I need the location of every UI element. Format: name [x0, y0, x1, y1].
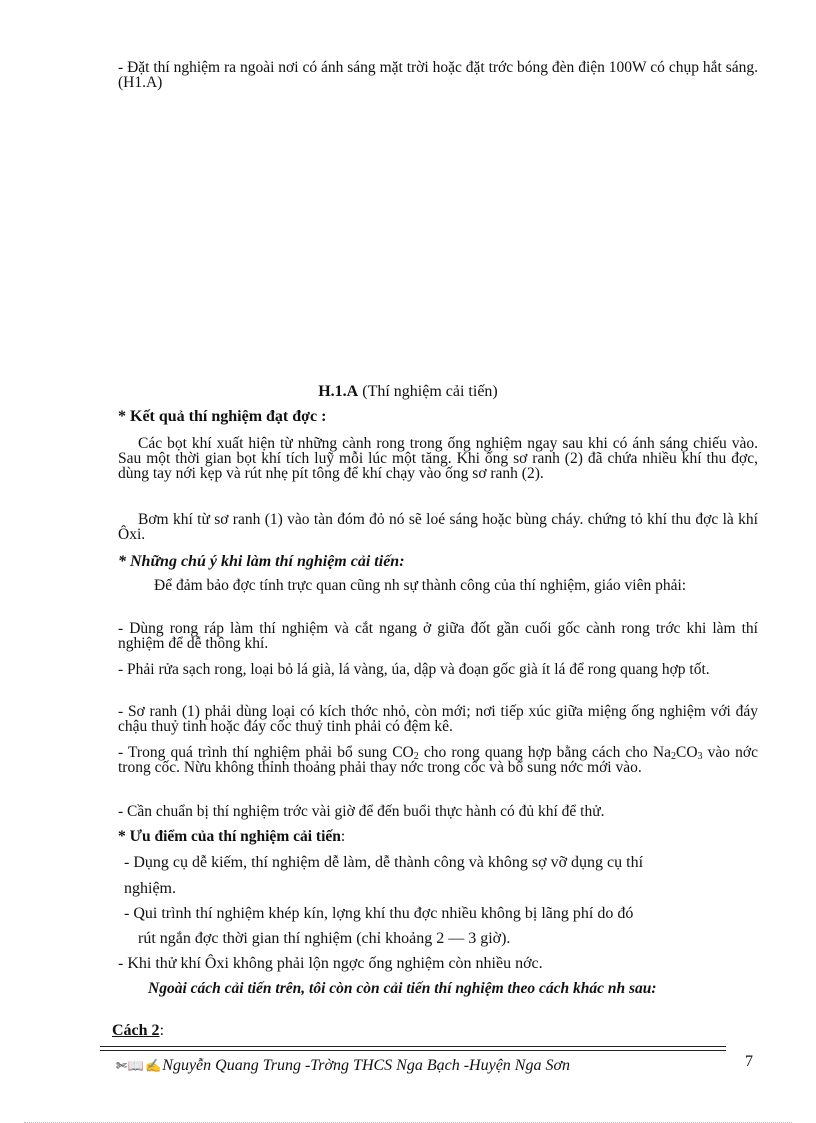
figure-label: H.1.A: [318, 383, 359, 400]
results-heading: * Kết quả thí nghiệm đạt đợc :: [118, 408, 327, 425]
intro-paragraph: - Đặt thí nghiệm ra ngoài nơi có ánh sáng mặt trời hoặc đặt trớc bóng đèn điện 100W có chụp hắt sáng. (H1.A): [118, 59, 758, 91]
notes-heading: [118, 553, 405, 571]
method-2-label-colon: :: [159, 1022, 165, 1039]
notes-item-2: - Phải rửa sạch rong, loại bỏ lá già, lá vàng, úa, dập và đoạn gốc già ít lá để rong quang hợp tốt.: [118, 661, 710, 678]
co3-subscript: 3: [697, 751, 703, 762]
co2-subscript: 2: [413, 751, 419, 762]
footer-divider-double: [100, 1050, 726, 1051]
footer-decoration-icons: ✄📖✍: [116, 1058, 163, 1073]
notes-paragraph-1: Để đảm bảo đợc tính trực quan cũng nh sự thành công của thí nghiệm, giáo viên phải:: [154, 577, 687, 594]
notes-item-4-part-c: CO: [676, 744, 698, 761]
advantages-line-1: - Dụng cụ dễ kiếm, thí nghiệm dễ làm, dễ thành công và không sợ vỡ dụng cụ thí: [124, 854, 644, 871]
footer-author: Nguyễn Quang Trung -Trờng THCS Nga Bạch -Huyện Nga Sơn: [162, 1057, 571, 1074]
footer: [116, 1057, 570, 1075]
advantages-heading-text: * Ưu điểm của thí nghiệm cải tiến: [118, 828, 341, 845]
method-2-label-text: Cách 2: [112, 1022, 160, 1039]
notes-heading-text: * Những chú ý khi làm thí nghiệm cải tiến:: [118, 553, 405, 570]
na2-subscript: 2: [671, 751, 676, 762]
notes-item-4-part-d: vào nớc trong cốc. Nừu không thỉnh thoảng phải thay nớc trong cốc và bổ sung nớc mới vào.: [118, 744, 758, 776]
figure-caption: [0, 383, 816, 401]
advantages-heading: [118, 828, 345, 846]
results-paragraph-2: Bơm khí từ sơ ranh (1) vào tàn đóm đỏ nó sẽ loé sáng hoặc bùng cháy. chứng tỏ khí thu đợc là khí Ôxi.: [118, 511, 758, 543]
advantages-line-5: - Khi thử khí Ôxi không phải lộn ngợc ống nghiệm còn nhiều nớc.: [118, 955, 543, 972]
page-number: 7: [745, 1053, 753, 1070]
advantages-line-3: - Qui trình thí nghiệm khép kín, lợng khí thu đợc nhiều không bị lãng phí do đó: [124, 905, 634, 922]
closing-paragraph: Ngoài cách cải tiến trên, tôi còn còn cải tiến thí nghiệm theo cách khác nh sau:: [148, 980, 657, 997]
notes-item-4: [118, 745, 758, 775]
notes-item-5: - Cần chuẩn bị thí nghiệm trớc vài giờ để đến buổi thực hành có đủ khí để thử.: [118, 803, 605, 820]
figure-caption-text: (Thí nghiệm cải tiến): [358, 383, 498, 400]
advantages-line-4: rút ngắn đợc thời gian thí nghiệm (chỉ khoảng 2 — 3 giờ).: [138, 930, 511, 947]
notes-item-4-part-a: - Trong quá trình thí nghiệm phải bổ sung CO: [118, 744, 414, 761]
notes-item-3: - Sơ ranh (1) phải dùng loại có kích thớc nhỏ, còn mới; nơi tiếp xúc giữa miệng ống nghiệm với đáy chậu thuỷ tinh hoặc đáy cốc thuỷ tinh phải có đệm kê.: [118, 703, 758, 735]
advantages-heading-colon: :: [340, 828, 346, 845]
advantages-line-2: nghiệm.: [124, 880, 176, 897]
footer-divider: [100, 1046, 726, 1047]
method-2-label: [112, 1022, 164, 1040]
notes-item-1: - Dùng rong ráp làm thí nghiệm và cắt ngang ở giữa đốt gần cuối gốc cành rong trớc khi làm thí nghiệm để dễ thông khí.: [118, 620, 758, 652]
results-paragraph-1: Các bọt khí xuất hiện từ những cành rong trong ống nghiệm ngay sau khi có ánh sáng chiếu vào. Sau một thời gian bọt khí tích luỹ mỗi lúc một tăng. Khi ống sơ ranh (2) đã chứa nhiều khí thu đợc, dùng tay nới kẹp và rút nhẹ pít tông để khí chạy vào ống sơ ranh (2).: [118, 435, 758, 482]
notes-item-4-part-b: cho rong quang hợp bằng cách cho Na: [418, 744, 671, 761]
